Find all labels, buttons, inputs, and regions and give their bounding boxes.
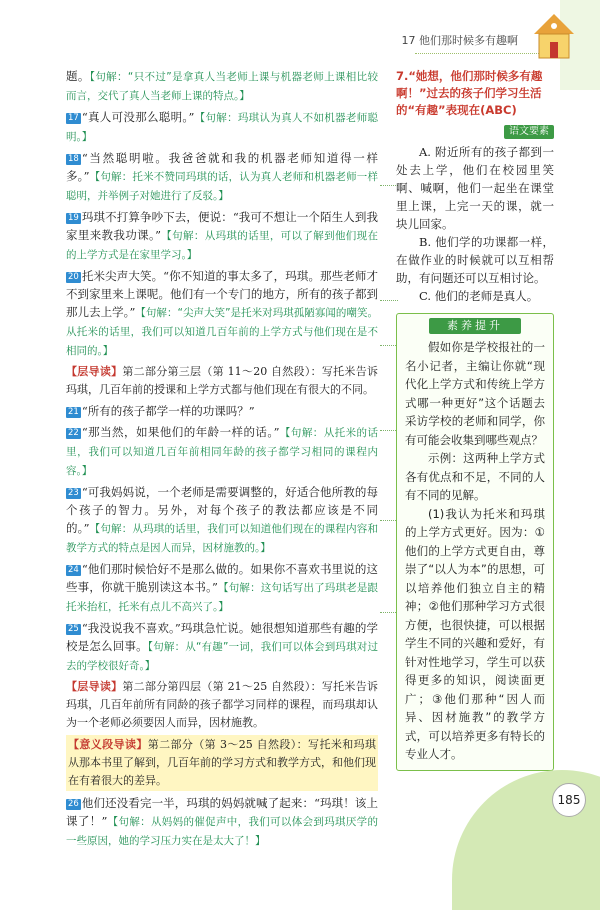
layer-guide-1: 【层导读】第二部分第三层（第 11～20 自然段）：写托米告诉玛琪，几百年前的授课和上学方式都与他们现在有很大的不同。	[66, 365, 378, 396]
literacy-prompt: 假如你是学校报社的一名小记者，主编让你就“现代化上学方式和传统上学方式哪一种更好”这个话题去采访学校的老师和同学，你有可能会收集到哪些观点？	[405, 340, 545, 447]
paragraph-number: 24	[68, 565, 79, 575]
sentence-annotation: 【句解：从“有趣”一词，我们可以体会到玛琪对过去的学校很好奇。】	[66, 641, 378, 672]
paragraph-number: 18	[68, 154, 79, 164]
sentence-annotation: 【句解：“只不过”是拿真人当老师上课与机器老师上课相比较而言，交代了真人当老师上课的特点。】	[66, 71, 378, 102]
sentence-annotation: 【句解：“尖声大笑”是托米对玛琪孤陋寡闻的嘲笑。从托米的话里，我们可以知道几百年前的上学方式与他们现在是不相同的。】	[66, 307, 378, 357]
answer-options	[396, 143, 554, 305]
paragraph-18: 18 “当然聪明啦。我爸爸就和我的机器老师知道得一样多。”【句解：托米不赞同玛琪的话，认为真人老师和机器老师一样聪明，并举例子对她进行了反驳。】	[66, 151, 378, 202]
paragraph-17: 17 “真人可没那么聪明。”【句解：玛琪认为真人不如机器老师聪明。】	[66, 110, 378, 143]
paragraph-number: 17	[68, 113, 79, 123]
sentence-annotation: 【句解：从玛琪的话里，可以了解到他们现在的上学方式是在家里学习。】	[66, 230, 378, 261]
paragraph-19: 19 玛琪不打算争吵下去，便说：“我可不想让一个陌生人到我家里来教我功课。”【句解：从玛琪的话里，可以了解到他们现在的上学方式是在家里学习。】	[66, 210, 378, 261]
literacy-improvement-box	[396, 313, 554, 771]
sidebar-column	[396, 68, 554, 771]
literacy-answer: (1)我认为托米和玛琪的上学方式更好。因为：①他们的上学方式更自由，尊崇了“以人为本”的思想，可以培养他们独立自主的精神；②他们那种学习方式很方便，也很快捷，可以根据学生不同的兴趣和爱好，有针对性地学习，学生可以获得更多的知识，阅读面更广；③他们那种“因人而异、因材施教”的教学方式，可以培养更多有特长的专业人才。	[405, 506, 545, 761]
paragraph-25: 25 “我没说我不喜欢。”玛琪急忙说。她很想知道那些有趣的学校是怎么回事。【句解：从“有趣”一词，我们可以体会到玛琪对过去的学校很好奇。】	[66, 621, 378, 672]
house-icon	[528, 8, 580, 63]
guide-tag: 【意义段导读】	[68, 738, 148, 751]
paragraph-number: 19	[68, 213, 79, 223]
guide-tag: 【层导读】	[66, 365, 123, 378]
paragraph-23: 23 “可我妈妈说，一个老师是需要调整的，好适合他所教的每个孩子的智力。另外，对每个孩子的教法都应该是不同的。”【句解：从玛琪的话里，我们可以知道他们现在的课程内容和教学方式的特点是因人而异，因材施教的。】	[66, 485, 378, 554]
paragraph-24: 24 “他们那时候恰好不是那么做的。如果你不喜欢书里说的这些事，你就干脆别读这本书。”【句解：这句话写出了玛琪老是跟托米抬杠，托米有点儿不高兴了。】	[66, 562, 378, 613]
header-divider	[415, 53, 545, 54]
paragraph-26: 26 他们还没看完一半，玛琪的妈妈就喊了起来：“玛琪！该上课了！”【句解：从妈妈的催促声中，我们可以体会到玛琪厌学的一些原因，她的学习压力实在是太大了！】	[66, 796, 378, 847]
layer-guide-2: 【层导读】第二部分第四层（第 21～25 自然段）：写托米告诉玛琪，几百年前所有同龄的孩子都学习同样的课程，而玛琪却认为一个老师必须要因人而异，因材施教。	[66, 680, 378, 729]
option-b: B. 他们学的功课都一样，在做作业的时候就可以互相帮助，有问题还可以互相讨论。	[396, 235, 554, 285]
literacy-title: 素养提升	[429, 318, 521, 334]
literacy-example: 示例：这两种上学方式各有优点和不足，不同的人有不同的见解。	[405, 451, 545, 502]
page-number: 185	[552, 783, 586, 817]
sentence-annotation: 【句解：这句话写出了玛琪老是跟托米抬杠，托米有点儿不高兴了。】	[66, 582, 378, 613]
meaning-section-guide: 【意义段导读】第二部分（第 3～25 自然段）：写托米和玛琪从那本书里了解到，几百年前的学习方式和教学方式，和他们现在有着很大的差异。	[66, 735, 378, 791]
reading-column	[66, 67, 378, 853]
paragraph-20: 20 托米尖声大笑。“你不知道的事太多了，玛琪。那些老师才不到家里来上课呢。他们有一个专门的地方，所有的孩子都到那儿去上学。”【句解：“尖声大笑”是托米对玛琪孤陋寡闻的嘲笑。从托米的话里，我们可以知道几百年前的上学方式与他们现在是不相同的。】	[66, 269, 378, 357]
paragraph-number: 22	[68, 428, 79, 438]
sentence-annotation: 【句解：托米不赞同玛琪的话，认为真人老师和机器老师一样聪明，并举例子对她进行了反驳。】	[66, 171, 378, 202]
paragraph-number: 26	[68, 799, 79, 809]
question-7: 7.“她想，他们那时候多有趣啊！”过去的孩子们学习生活的“有趣”表现在(ABC)	[396, 69, 543, 117]
paragraph-number: 21	[68, 407, 79, 417]
sentence-annotation: 【句解：玛琪认为真人不如机器老师聪明。】	[66, 112, 378, 143]
guide-tag: 【层导读】	[66, 680, 123, 693]
header-title: 17 他们那时候多有趣啊	[401, 34, 518, 47]
sentence-annotation: 【句解：从妈妈的催促声中，我们可以体会到玛琪厌学的一些原因，她的学习压力实在是太大了！】	[66, 816, 378, 847]
paragraph-number: 25	[68, 624, 79, 634]
option-a: A. 附近所有的孩子都到一处去上学，他们在校园里笑啊、喊啊，他们一起坐在课堂里上课，上完一天的课，就一块儿回家。	[396, 145, 554, 231]
chinese-elements-badge: 语文要素	[504, 125, 554, 139]
paragraph-number: 23	[68, 488, 79, 498]
paragraph-number: 20	[68, 272, 79, 282]
sentence-annotation: 【句解：从托米的话里，我们可以知道几百年前相同年龄的孩子都学习相同的课程内容。】	[66, 427, 379, 477]
option-c: C. 他们的老师是真人。	[419, 289, 539, 303]
sentence-annotation: 【句解：从玛琪的话里，我们可以知道他们现在的课程内容和教学方式的特点是因人而异，因材施教的。】	[66, 523, 378, 554]
paragraph-22: 22 “那当然，如果他们的年龄一样的话。”【句解：从托米的话里，我们可以知道几百年前相同年龄的孩子都学习相同的课程内容。】	[66, 425, 379, 477]
paragraph-21: 21 “所有的孩子都学一样的功课吗？”	[68, 404, 255, 418]
paragraph-16-end: 题。【句解：“只不过”是拿真人当老师上课与机器老师上课相比较而言，交代了真人当老师上课的特点。】	[66, 69, 378, 102]
